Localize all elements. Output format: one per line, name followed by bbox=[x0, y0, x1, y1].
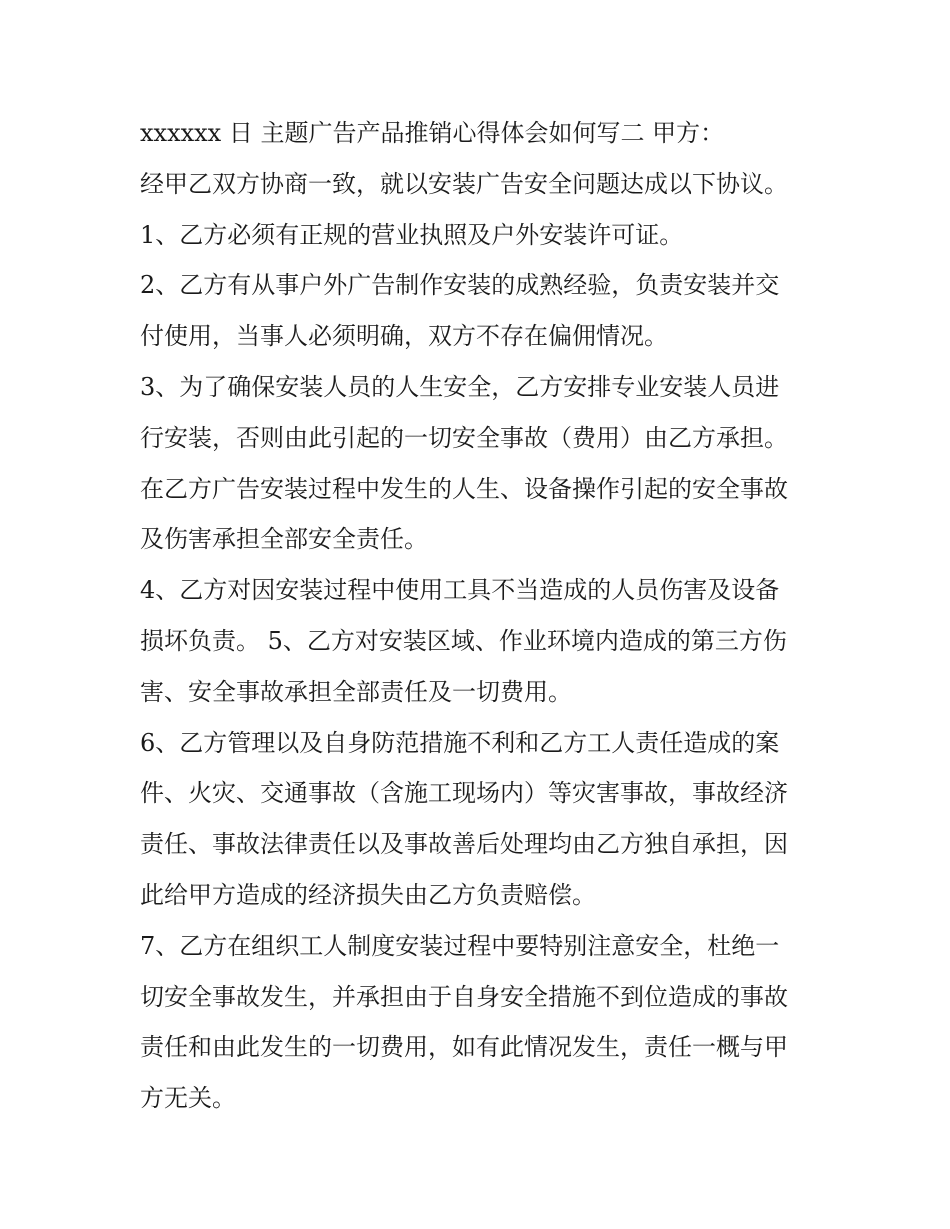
text-line: 在乙方广告安装过程中发生的人生、设备操作引起的安全事故 bbox=[140, 474, 788, 503]
text-line: 7、乙方在组织工人制度安装过程中要特别注意安全，杜绝一 bbox=[140, 931, 780, 960]
document-body bbox=[140, 108, 812, 1124]
text-line: 行安装，否则由此引起的一切安全事故（费用）由乙方承担。 bbox=[140, 423, 788, 452]
text-line: 切安全事故发生，并承担由于自身安全措施不到位造成的事故 bbox=[140, 982, 788, 1011]
text-line: 4、乙方对因安装过程中使用工具不当造成的人员伤害及设备 bbox=[140, 576, 780, 605]
clause-6 bbox=[140, 718, 812, 921]
clause-7 bbox=[140, 921, 812, 1124]
header-line bbox=[140, 108, 812, 159]
text-line: 损坏负责。 5、乙方对安装区域、作业环境内造成的第三方伤 bbox=[140, 626, 787, 655]
text-line: 付使用，当事人必须明确，双方不存在偏佣情况。 bbox=[140, 322, 668, 351]
text-line: 6、乙方管理以及自身防范措施不利和乙方工人责任造成的案 bbox=[140, 728, 780, 757]
text-line: 1、乙方必须有正规的营业执照及户外安装许可证。 bbox=[140, 220, 684, 249]
text-line: 责任和由此发生的一切费用，如有此情况发生，责任一概与甲 bbox=[140, 1033, 788, 1062]
text-line: 此给甲方造成的经济损失由乙方负责赔偿。 bbox=[140, 880, 596, 909]
text-line: xxxxxx 日 主题广告产品推销心得体会如何写二 甲方： bbox=[140, 119, 725, 147]
clause-1 bbox=[140, 210, 812, 261]
agreement-intro bbox=[140, 159, 812, 210]
text-line: 3、为了确保安装人员的人生安全，乙方安排专业安装人员进 bbox=[140, 372, 780, 401]
text-line: 害、安全事故承担全部责任及一切费用。 bbox=[140, 677, 572, 706]
text-line: 件、火灾、交通事故（含施工现场内）等灾害事故，事故经济 bbox=[140, 779, 788, 808]
text-line: 2、乙方有从事户外广告制作安装的成熟经验，负责安装并交 bbox=[140, 271, 780, 300]
text-line: 责任、事故法律责任以及事故善后处理均由乙方独自承担，因 bbox=[140, 830, 788, 859]
clause-4-5 bbox=[140, 565, 812, 717]
text-line: 方无关。 bbox=[140, 1084, 236, 1113]
clause-2 bbox=[140, 260, 812, 362]
text-line: 及伤害承担全部安全责任。 bbox=[140, 525, 428, 554]
text-line: 经甲乙双方协商一致，就以安装广告安全问题达成以下协议。 bbox=[140, 169, 788, 198]
clause-3 bbox=[140, 362, 812, 565]
